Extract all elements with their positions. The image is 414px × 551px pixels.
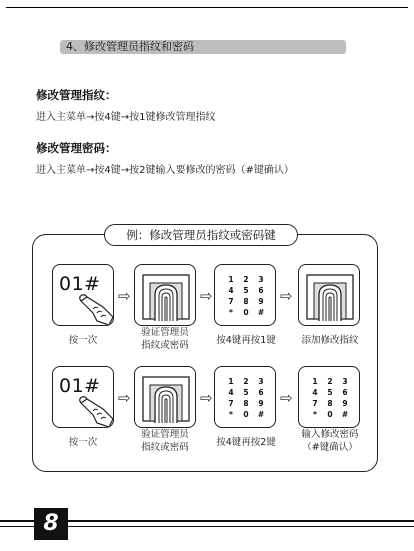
step-arrow-icon: ⇨ (118, 389, 131, 407)
keypad-key: 5 (243, 286, 249, 295)
keypad-key: 5 (327, 388, 333, 397)
keypad-key: 5 (243, 388, 249, 397)
step-caption: 验证管理员 (141, 327, 189, 338)
keypad-key: 2 (327, 377, 333, 386)
page-number: 8 (34, 508, 68, 540)
keypad-key: 4 (228, 388, 234, 397)
step-caption: 添加修改指纹 (301, 335, 359, 346)
pressing-hand-icon (53, 367, 114, 428)
keypad-key: 1 (228, 377, 234, 386)
step-arrow-icon: ⇨ (280, 389, 293, 407)
step-caption: 指纹或密码 (141, 442, 189, 453)
step-caption: 按4键再按2键 (216, 437, 276, 448)
keypad-key: 6 (342, 388, 348, 397)
keypad-key: * (313, 410, 317, 419)
section-title: 4、修改管理员指纹和密码 (60, 40, 346, 54)
keypad-key: * (229, 410, 233, 419)
fingerprint-sensor-tile (134, 366, 196, 428)
step-caption: 指纹或密码 (141, 340, 189, 351)
fingerprint-sensor-icon (299, 265, 360, 326)
fingerprint-sensor-tile (298, 264, 360, 326)
keypad-key: 4 (228, 286, 234, 295)
step-arrow-icon: ⇨ (200, 287, 213, 305)
step-arrow-icon: ⇨ (200, 389, 213, 407)
fingerprint-sensor-tile (134, 264, 196, 326)
code-tile (52, 366, 114, 428)
page-top-line (6, 7, 408, 8)
keypad-key: 0 (243, 308, 249, 317)
keypad-key: 3 (342, 377, 348, 386)
keypad-key: 2 (243, 275, 249, 284)
keypad-tile (214, 264, 276, 326)
keypad-key: 7 (228, 297, 234, 306)
keypad-key: 9 (258, 297, 264, 306)
keypad-key: 9 (342, 399, 348, 408)
keypad-key: 6 (258, 286, 264, 295)
pressing-hand-icon (53, 265, 114, 326)
password-heading: 修改管理密码： (36, 141, 117, 155)
step-caption: 按一次 (68, 335, 98, 346)
keypad-tile (214, 366, 276, 428)
keypad-key: 7 (228, 399, 234, 408)
keypad-key: # (257, 410, 265, 419)
step-arrow-icon: ⇨ (118, 287, 131, 305)
keypad-key: 6 (258, 388, 264, 397)
keypad-key: 3 (258, 377, 264, 386)
keypad (224, 376, 268, 420)
password-instructions: 进入主菜单→按4键→按2键输入要修改的密码（#键确认） (36, 165, 294, 176)
keypad-tile (298, 366, 360, 428)
keypad-key: 3 (258, 275, 264, 284)
code-text: 01# (59, 375, 101, 397)
keypad-key: 8 (327, 399, 333, 408)
step-caption: 按4键再按1键 (216, 335, 276, 346)
code-tile (52, 264, 114, 326)
keypad-key: 4 (312, 388, 318, 397)
keypad-key: 0 (243, 410, 249, 419)
keypad-key: 8 (243, 399, 249, 408)
keypad-key: 9 (258, 399, 264, 408)
fingerprint-sensor-icon (135, 265, 196, 326)
keypad-key: 1 (228, 275, 234, 284)
step-caption: 输入修改密码 (301, 429, 359, 440)
keypad-key: 8 (243, 297, 249, 306)
keypad-key: 2 (243, 377, 249, 386)
fingerprint-sensor-icon (135, 367, 196, 428)
keypad-key: * (229, 308, 233, 317)
keypad-key: 0 (327, 410, 333, 419)
keypad-key: 1 (312, 377, 318, 386)
keypad-key: 7 (312, 399, 318, 408)
fingerprint-instructions: 进入主菜单→按4键→按1键修改管理指纹 (36, 112, 216, 123)
step-arrow-icon: ⇨ (280, 287, 293, 305)
step-caption: （#键确认） (302, 442, 358, 453)
example-title: 例：修改管理员指纹或密码键 (104, 224, 298, 246)
keypad (308, 376, 352, 420)
code-text: 01# (59, 273, 101, 295)
step-caption: 验证管理员 (141, 429, 189, 440)
fingerprint-heading: 修改管理指纹： (36, 88, 117, 102)
keypad-key: # (257, 308, 265, 317)
keypad-key: # (341, 410, 349, 419)
keypad (224, 274, 268, 318)
step-caption: 按一次 (68, 437, 98, 448)
